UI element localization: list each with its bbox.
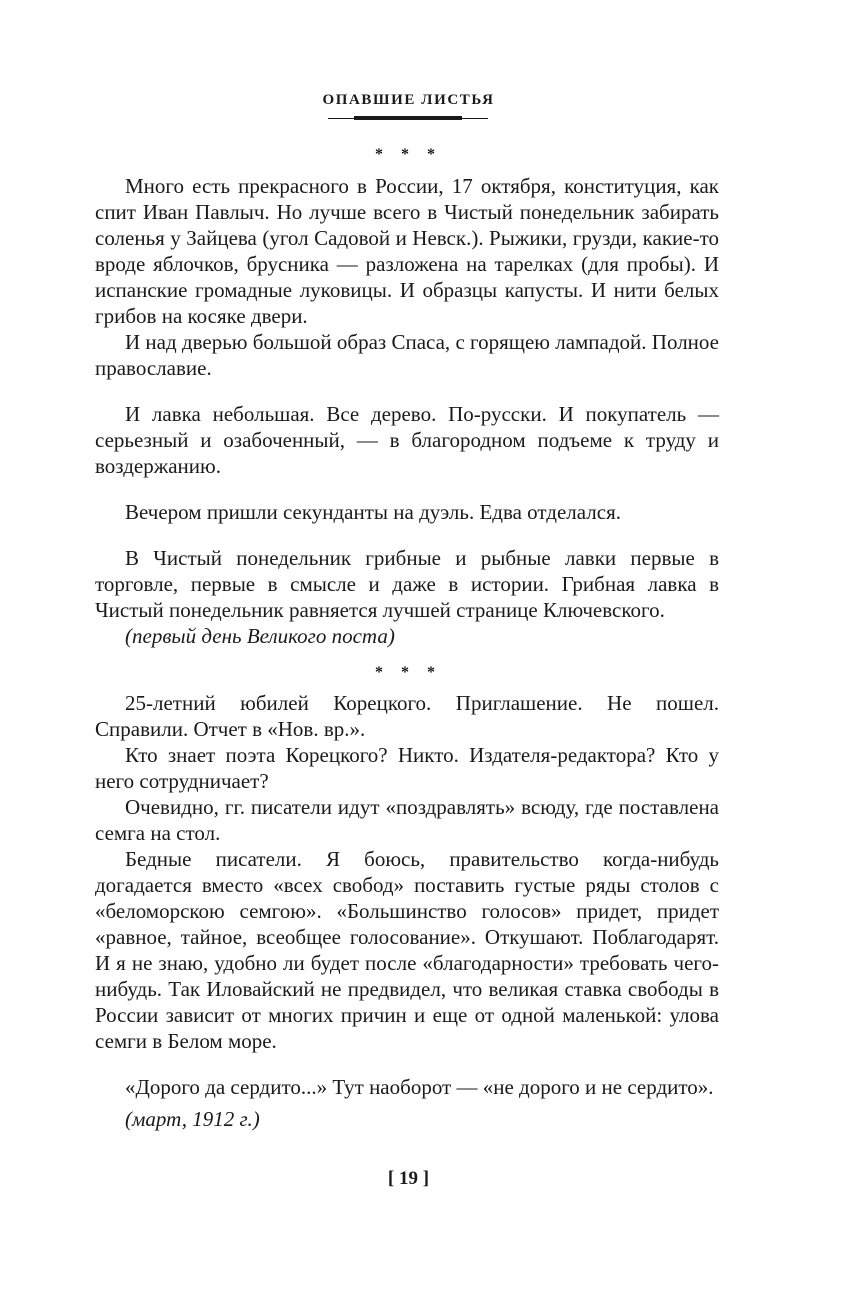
running-head: ОПАВШИЕ ЛИСТЬЯ: [322, 92, 495, 108]
section-2: [95, 690, 719, 1132]
date-note-2: (март, 1912 г.): [125, 1107, 260, 1131]
paragraph-6: 25-летний юбилей Корецкого. Приглашение. Не пошел. Справили. Отчет в «Нов. вр.».: [95, 691, 719, 741]
paragraph-5: В Чистый понедельник грибные и рыбные лавки первые в торговле, первые в смысле и даже в истории. Грибная лавка в Чистый понедельник равняется лучшей странице Ключевского.: [95, 546, 719, 622]
paragraph-4: Вечером пришли секунданты на дуэль. Едва отделался.: [125, 500, 621, 524]
paragraph-1: Много есть прекрасного в России, 17 октября, конституция, как спит Иван Павлыч. Но лучше всего в Чистый понедельник забирать соленья у Зайцева (угол Садовой и Невск.). Рыжики, грузди, какие-то вроде яблочков, брусника — разложена на тарелках (для пробы). И испанские громадные луковицы. И образцы капусты. И нити белых грибов на косяке двери.: [95, 174, 719, 328]
section-separator-2: * * *: [375, 664, 442, 681]
paragraph-2: И над дверью большой образ Спаса, с горящею лампадой. Полное православие.: [95, 330, 719, 380]
paragraph-7: Кто знает поэта Корецкого? Никто. Издателя-редактора? Кто у него сотрудничает?: [95, 743, 719, 793]
running-head-rule-accent: [354, 116, 462, 120]
paragraph-9: Бедные писатели. Я боюсь, правительство когда-нибудь догадается вместо «всех свобод» поставить густые ряды столов с «беломорскою семгою». «Большинство голосов» придет, придет «равное, тайное, всеобщее голосование». Откушают. Поблагодарят. И я не знаю, удобно ли будет после «благодарности» требовать чего-нибудь. Так Иловайский не предвидел, что великая ставка свободы в России зависит от многих причин и еще от одной маленькой: улова семги в Белом море.: [95, 847, 719, 1053]
section-1: [95, 173, 719, 649]
section-separator-1: * * *: [375, 146, 442, 163]
paragraph-8: Очевидно, гг. писатели идут «поздравлять» всюду, где поставлена семга на стол.: [95, 795, 719, 845]
page-number: [ 19 ]: [387, 1168, 430, 1189]
paragraph-10: «Дорого да сердито...» Тут наоборот — «не дорого и не сердито».: [125, 1075, 714, 1099]
paragraph-3: И лавка небольшая. Все дерево. По-русски. И покупатель — серьезный и озабоченный, — в благородном подъеме к труду и воздержанию.: [95, 402, 719, 478]
date-note-1: (первый день Великого поста): [125, 624, 395, 648]
